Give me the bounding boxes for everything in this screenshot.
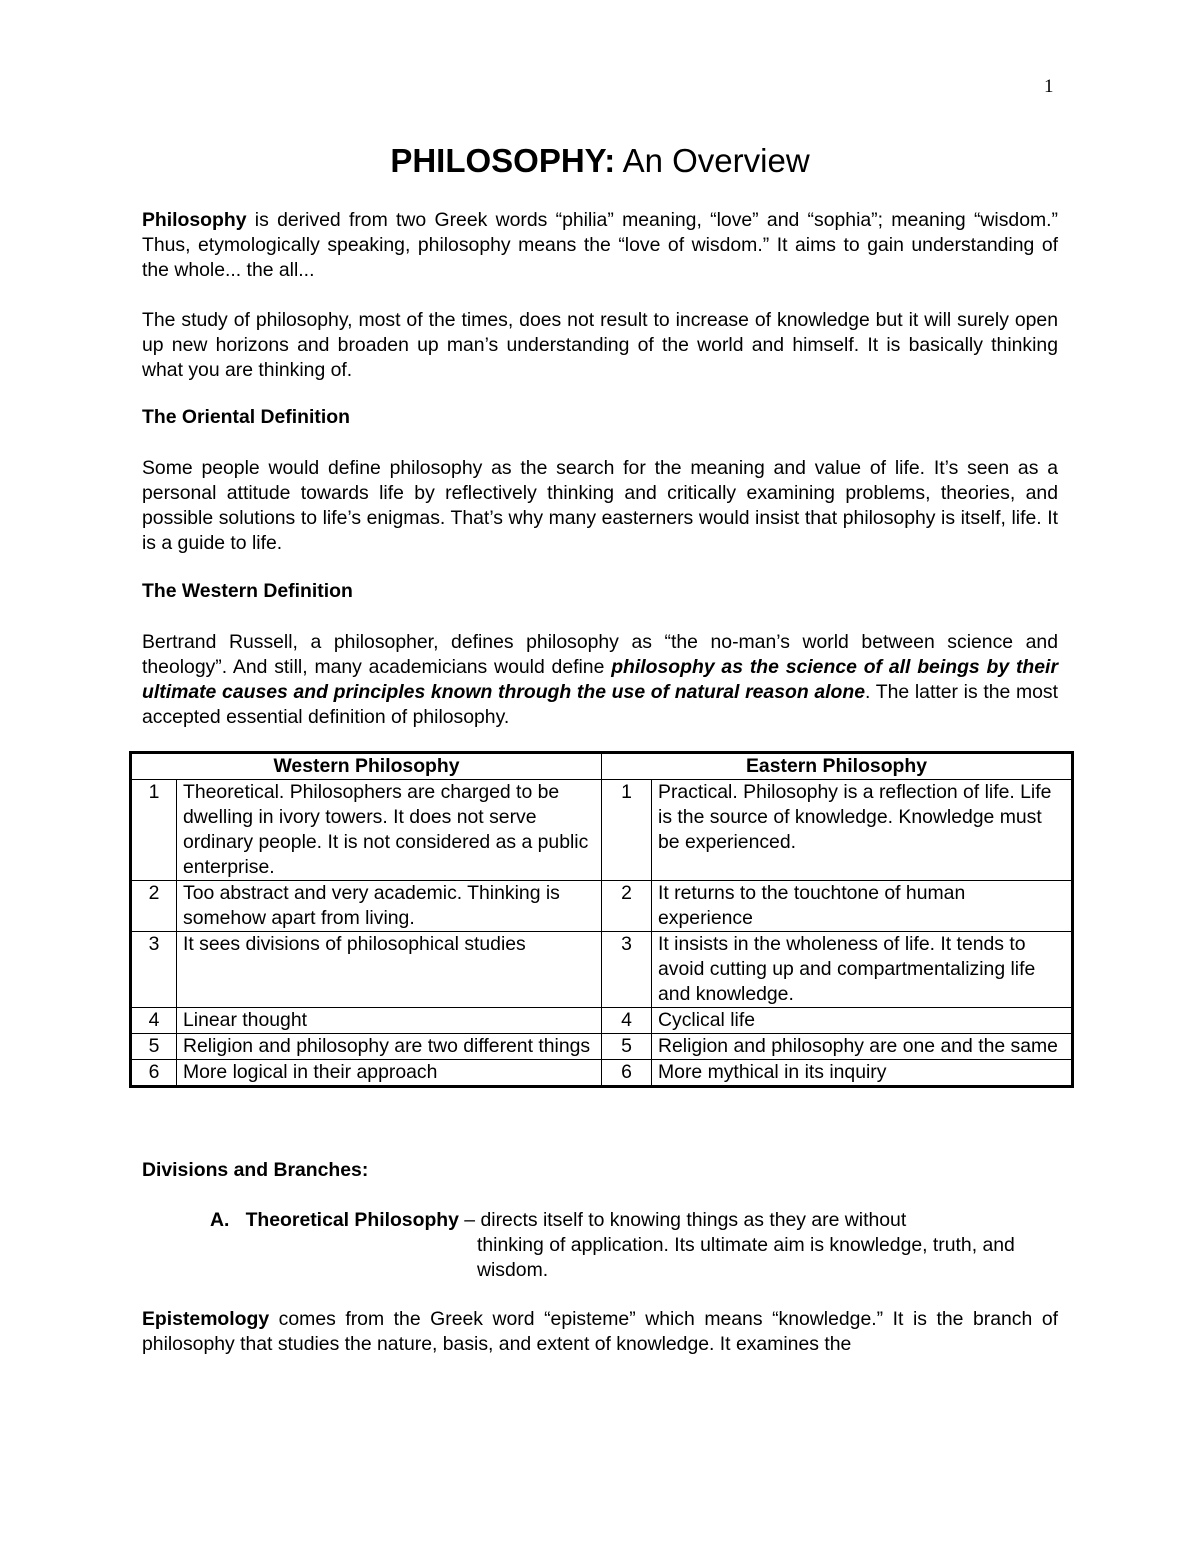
east-number-cell: 4 [602, 1008, 652, 1034]
western-text-before: Bertrand Russell, a philosopher, defines philosophy as “the no-man’s world between science and theology”. And still, many academicians would define [142, 631, 1058, 678]
east-text-cell: Practical. Philosophy is a reflection of life. Life is the source of knowledge. Knowledge must be experienced. [652, 780, 1073, 881]
table-row [131, 1034, 1073, 1060]
intro-text: is derived from two Greek words “philia” meaning, “love” and “sophia”; meaning “wisdom.” Thus, etymologically speaking, philosophy means the “love of wisdom.” It aims to gain understanding of the whole... the all... [142, 209, 1058, 281]
east-text-cell: Cyclical life [652, 1008, 1073, 1034]
branch-a-term: Theoretical Philosophy [245, 1209, 459, 1231]
table-row [131, 1008, 1073, 1034]
epistemology-term: Epistemology [142, 1308, 270, 1330]
header-eastern: Eastern Philosophy [602, 753, 1073, 780]
divisions-heading: Divisions and Branches: [142, 1159, 369, 1181]
branch-a-letter: A. [210, 1209, 230, 1231]
west-text-cell: Religion and philosophy are two different things [177, 1034, 602, 1060]
west-number-cell: 6 [131, 1060, 177, 1087]
west-number-cell: 4 [131, 1008, 177, 1034]
table-row [131, 932, 1073, 1008]
western-emphasis: philosophy as the science of all beings by their ultimate causes and principles known through the use of natural reason alone [142, 656, 1058, 703]
branch-a-continuation: thinking of application. Its ultimate aim is knowledge, truth, and wisdom. [477, 1234, 1015, 1281]
intro-term: Philosophy [142, 209, 247, 231]
west-number-cell: 2 [131, 881, 177, 932]
west-text-cell: Too abstract and very academic. Thinking is somehow apart from living. [177, 881, 602, 932]
page-title [0, 142, 1200, 180]
table-row [131, 881, 1073, 932]
oriental-paragraph: Some people would define philosophy as the search for the meaning and value of life. It’s seen as a personal attitude towards life by reflectively thinking and critically examining problems, theories, and possible solutions to life’s enigmas. That’s why many easterners would insist that philosophy is itself, life. It is a guide to life. [142, 457, 1058, 554]
west-number-cell: 5 [131, 1034, 177, 1060]
east-number-cell: 2 [602, 881, 652, 932]
west-text-cell: Theoretical. Philosophers are charged to be dwelling in ivory towers. It does not serve ordinary people. It is not considered as a public enterprise. [177, 780, 602, 881]
branch-a-text: – directs itself to knowing things as they are without [458, 1209, 907, 1231]
header-western: Western Philosophy [131, 753, 602, 780]
table-header-row [131, 753, 1073, 780]
epistemology-text: comes from the Greek word “episteme” which means “knowledge.” It is the branch of philosophy that studies the nature, basis, and extent of knowledge. It examines the [142, 1308, 1058, 1355]
east-number-cell: 5 [602, 1034, 652, 1060]
west-text-cell: It sees divisions of philosophical studies [177, 932, 602, 1008]
east-text-cell: More mythical in its inquiry [652, 1060, 1073, 1087]
table-row [131, 1060, 1073, 1087]
intro-paragraph [142, 208, 1058, 283]
east-text-cell: It returns to the touchtone of human experience [652, 881, 1073, 932]
epistemology-paragraph [142, 1307, 1058, 1357]
page-number: 1 [1044, 76, 1054, 97]
table-row [131, 780, 1073, 881]
branch-a [210, 1208, 1058, 1233]
east-number-cell: 3 [602, 932, 652, 1008]
title-rest: An Overview [615, 142, 810, 179]
western-paragraph [142, 630, 1058, 730]
east-text-cell: It insists in the wholeness of life. It tends to avoid cutting up and compartmentalizing life and knowledge. [652, 932, 1073, 1008]
western-text-after: . The latter is the most accepted essential definition of philosophy. [142, 681, 1058, 728]
west-number-cell: 3 [131, 932, 177, 1008]
western-heading: The Western Definition [142, 580, 353, 602]
title-bold: PHILOSOPHY: [390, 142, 616, 179]
west-text-cell: Linear thought [177, 1008, 602, 1034]
east-number-cell: 1 [602, 780, 652, 881]
study-paragraph: The study of philosophy, most of the times, does not result to increase of knowledge but it will surely open up new horizons and broaden up man’s understanding of the world and himself. It is basically thinking what you are thinking of. [142, 309, 1058, 381]
west-text-cell: More logical in their approach [177, 1060, 602, 1087]
east-text-cell: Religion and philosophy are one and the same [652, 1034, 1073, 1060]
east-number-cell: 6 [602, 1060, 652, 1087]
west-number-cell: 1 [131, 780, 177, 881]
oriental-heading: The Oriental Definition [142, 406, 350, 428]
comparison-table [129, 751, 1074, 1088]
